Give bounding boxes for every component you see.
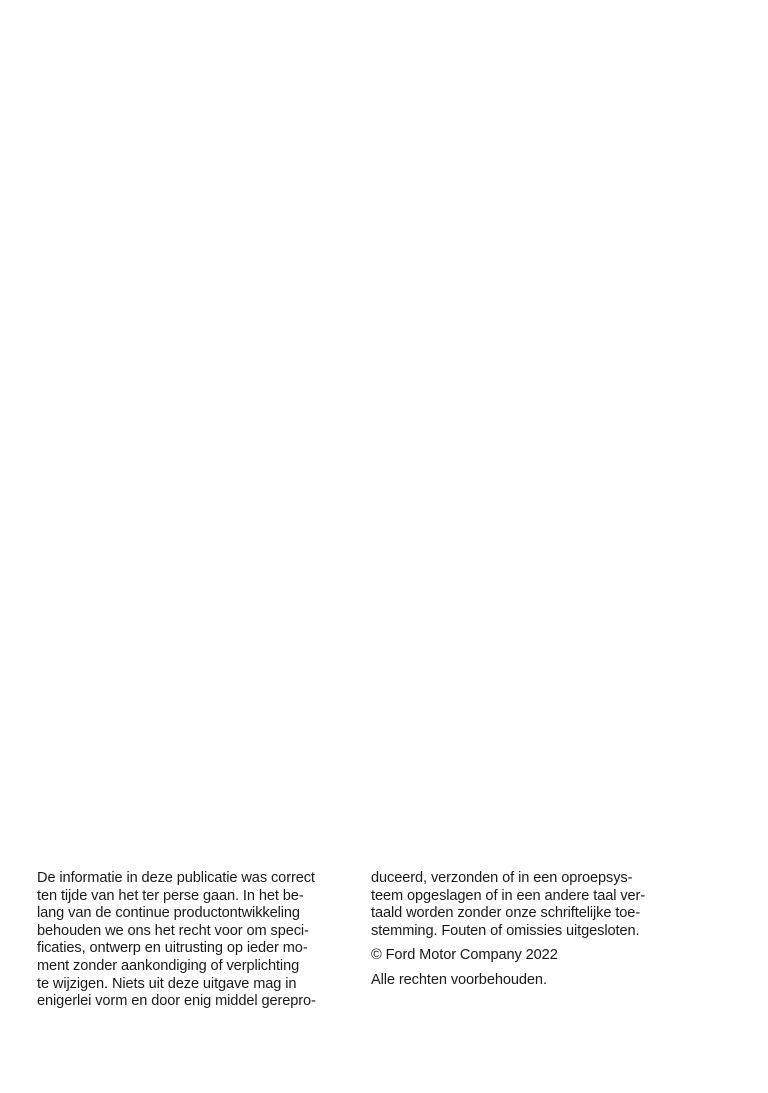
legal-text-line: ment zonder aankondiging of verplichting <box>37 957 300 974</box>
legal-text-line: De informatie in deze publicatie was correct <box>37 870 315 886</box>
legal-text-line: behouden we ons het recht voor om speci- <box>37 922 309 939</box>
legal-text-line: duceerd, verzonden of in een oproepsys- <box>371 870 633 886</box>
legal-text-line: taald worden zonder onze schriftelijke toe- <box>371 905 641 922</box>
legal-text-line: te wijzigen. Niets uit deze uitgave mag in <box>37 975 297 992</box>
copyright-notice: © Ford Motor Company 2022 <box>371 947 558 964</box>
legal-text-line: lang van de continue productontwikkeling <box>37 905 300 922</box>
legal-text-line: ten tijde van het ter perse gaan. In het be- <box>37 887 304 904</box>
legal-text-line: stemming. Fouten of omissies uitgesloten. <box>371 922 640 939</box>
rights-reserved: Alle rechten voorbehouden. <box>371 971 547 988</box>
legal-text-line: enigerlei vorm en door enig middel gerepro- <box>37 993 316 1010</box>
legal-text-line: ficaties, ontwerp en uitrusting op ieder mo- <box>37 940 308 957</box>
legal-text-right-column <box>371 870 691 990</box>
legal-text-line: teem opgeslagen of in een andere taal ver- <box>371 887 646 904</box>
legal-text-left-column <box>37 870 357 1011</box>
